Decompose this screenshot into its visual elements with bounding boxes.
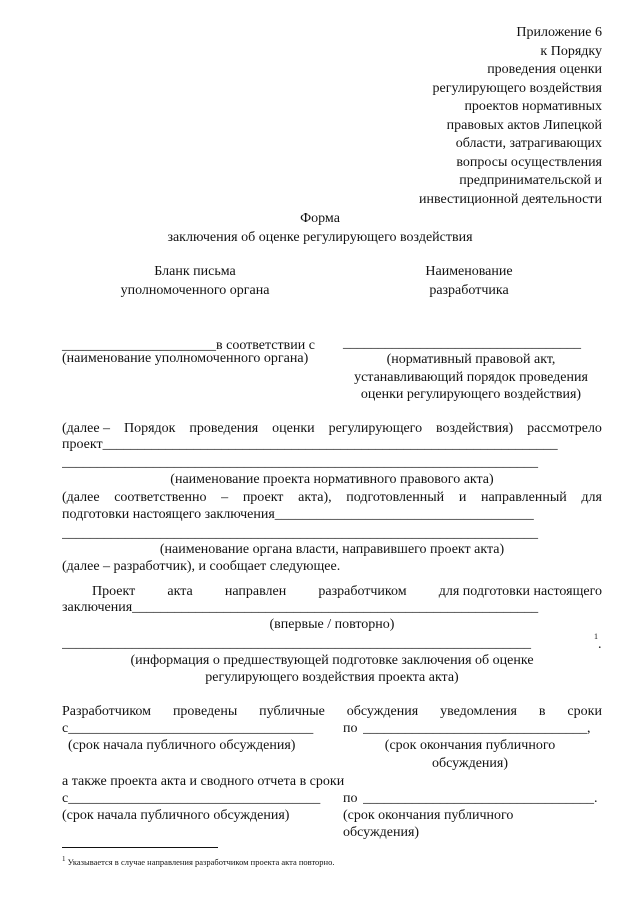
report-end-field: _________________________________. bbox=[363, 791, 598, 806]
footnote bbox=[62, 854, 334, 868]
project-field-line-2: ____________________________________________________________________ bbox=[62, 455, 538, 470]
paragraph-2-line4: (далее – разработчик), и сообщает следующее. bbox=[62, 559, 341, 574]
appendix-line: проектов нормативных bbox=[464, 99, 602, 114]
footnote-mark: 1 bbox=[62, 855, 66, 863]
paragraph-2-word: подготовленный bbox=[346, 490, 445, 505]
paragraph-2-line1 bbox=[62, 489, 602, 506]
paragraph-2-word: и bbox=[458, 490, 467, 505]
paragraph-4-word: проведены bbox=[172, 704, 238, 719]
report-start-field: с____________________________________ bbox=[62, 791, 321, 806]
footnote-separator bbox=[62, 847, 218, 848]
blank-left-line1: Бланк письма bbox=[154, 264, 236, 279]
regulation-caption-2: устанавливающий порядок проведения bbox=[354, 370, 588, 385]
paragraph-4-word: в bbox=[538, 704, 546, 719]
conclusion-field-line: подготовки настоящего заключения_____________________________________ bbox=[62, 507, 534, 522]
authority-caption: (наименование уполномоченного органа) bbox=[62, 351, 309, 366]
notice-end-caption-1: (срок окончания публичного bbox=[384, 738, 556, 753]
regulation-caption-1: (нормативный правовой акт, bbox=[386, 352, 556, 367]
paragraph-4-line1 bbox=[62, 703, 602, 720]
notice-to-label: по bbox=[343, 721, 358, 736]
appendix-line: проведения оценки bbox=[487, 62, 602, 77]
project-caption: (наименование проекта нормативного правового акта) bbox=[170, 472, 494, 487]
paragraph-4-word: уведомления bbox=[440, 704, 517, 719]
first-time-caption: (впервые / повторно) bbox=[269, 617, 395, 632]
paragraph-2-word: направленный bbox=[481, 490, 567, 505]
footnote-text: Указывается в случае направления разработчиком проекта акта повторно. bbox=[65, 856, 335, 867]
paragraph-3-word: разработчиком bbox=[318, 584, 407, 599]
notice-end-caption-2: обсуждения) bbox=[431, 756, 509, 771]
appendix-line: Приложение 6 bbox=[516, 25, 602, 40]
first-time-field-line: заключения__________________________________________________________ bbox=[62, 600, 539, 615]
regulation-caption-3: оценки регулирующего воздействия) bbox=[360, 387, 582, 402]
previous-info-caption-2: регулирующего воздействия проекта акта) bbox=[205, 670, 459, 685]
authority-field-line: ______________________в соответствии с bbox=[62, 338, 315, 353]
regulation-field-line: __________________________________ bbox=[343, 336, 581, 351]
paragraph-4-word: публичные bbox=[259, 704, 325, 719]
paragraph-2-word: проект bbox=[242, 490, 284, 505]
appendix-line: правовых актов Липецкой bbox=[446, 117, 602, 133]
form-subtitle: заключения об оценке регулирующего воздействия bbox=[167, 230, 473, 245]
paragraph-2-word: акта), bbox=[298, 490, 332, 505]
authority2-field-line: ____________________________________________________________________ bbox=[62, 526, 538, 541]
paragraph-1-word: (далее – bbox=[62, 421, 111, 436]
paragraph-3-word: Проект bbox=[92, 584, 136, 599]
paragraph-3-word: для подготовки настоящего bbox=[438, 584, 602, 599]
blank-right-line1: Наименование bbox=[425, 264, 513, 279]
footnote-reference: 1 bbox=[594, 632, 598, 641]
report-start-caption: (срок начала публичного обсуждения) bbox=[62, 808, 290, 823]
form-title: Форма bbox=[300, 211, 340, 226]
paragraph-2-word: (далее bbox=[62, 490, 100, 505]
notice-start-field: с___________________________________ bbox=[62, 721, 314, 736]
paragraph-2-word: для bbox=[581, 490, 602, 505]
report-end-caption-1: (срок окончания публичного bbox=[343, 808, 514, 823]
appendix-line: инвестиционной деятельности bbox=[418, 191, 602, 207]
blank-right-line2: разработчика bbox=[429, 283, 509, 298]
paragraph-4-word: обсуждения bbox=[346, 704, 419, 719]
report-end-caption-2: обсуждения) bbox=[343, 825, 420, 840]
paragraph-2-word: соответственно bbox=[114, 490, 207, 505]
paragraph-1-word: проведения bbox=[189, 421, 259, 436]
paragraph-5-line1: а также проекта акта и сводного отчета в сроки bbox=[62, 774, 345, 789]
authority2-caption: (наименование органа власти, направившего проект акта) bbox=[159, 542, 505, 557]
paragraph-2-word: – bbox=[221, 490, 229, 505]
paragraph-3-line1 bbox=[92, 583, 602, 600]
project-field-line: проект_________________________________________________________________ bbox=[62, 437, 558, 452]
paragraph-3-period: . bbox=[598, 637, 602, 652]
paragraph-1-word: регулирующего bbox=[328, 421, 423, 436]
notice-end-field: ________________________________, bbox=[363, 721, 591, 736]
appendix-line: вопросы осуществления bbox=[456, 154, 602, 170]
paragraph-1-line1 bbox=[62, 420, 602, 437]
report-to-label: по bbox=[343, 791, 358, 806]
previous-info-caption-1: (информация о предшествующей подготовке заключения об оценке bbox=[130, 653, 534, 668]
paragraph-3-word: направлен bbox=[224, 584, 287, 599]
appendix-line: предпринимательской и bbox=[459, 173, 602, 188]
paragraph-4-word: сроки bbox=[567, 704, 602, 719]
paragraph-3-word: акта bbox=[167, 584, 193, 599]
appendix-header bbox=[342, 24, 602, 209]
paragraph-1-word: Порядок bbox=[123, 421, 176, 436]
appendix-line: регулирующего воздействия bbox=[432, 80, 602, 96]
previous-info-field-line: ___________________________________________________________________ bbox=[62, 636, 531, 651]
paragraph-1-word: оценки bbox=[272, 421, 315, 436]
paragraph-1-word: воздействия) bbox=[436, 421, 514, 436]
paragraph-4-word: Разработчиком bbox=[62, 704, 152, 719]
notice-start-caption: (срок начала публичного обсуждения) bbox=[68, 738, 296, 753]
appendix-line: области, затрагивающих bbox=[455, 136, 602, 151]
appendix-line: к Порядку bbox=[540, 43, 602, 59]
paragraph-1-word: рассмотрело bbox=[527, 421, 602, 436]
blank-left-line2: уполномоченного органа bbox=[120, 283, 270, 298]
